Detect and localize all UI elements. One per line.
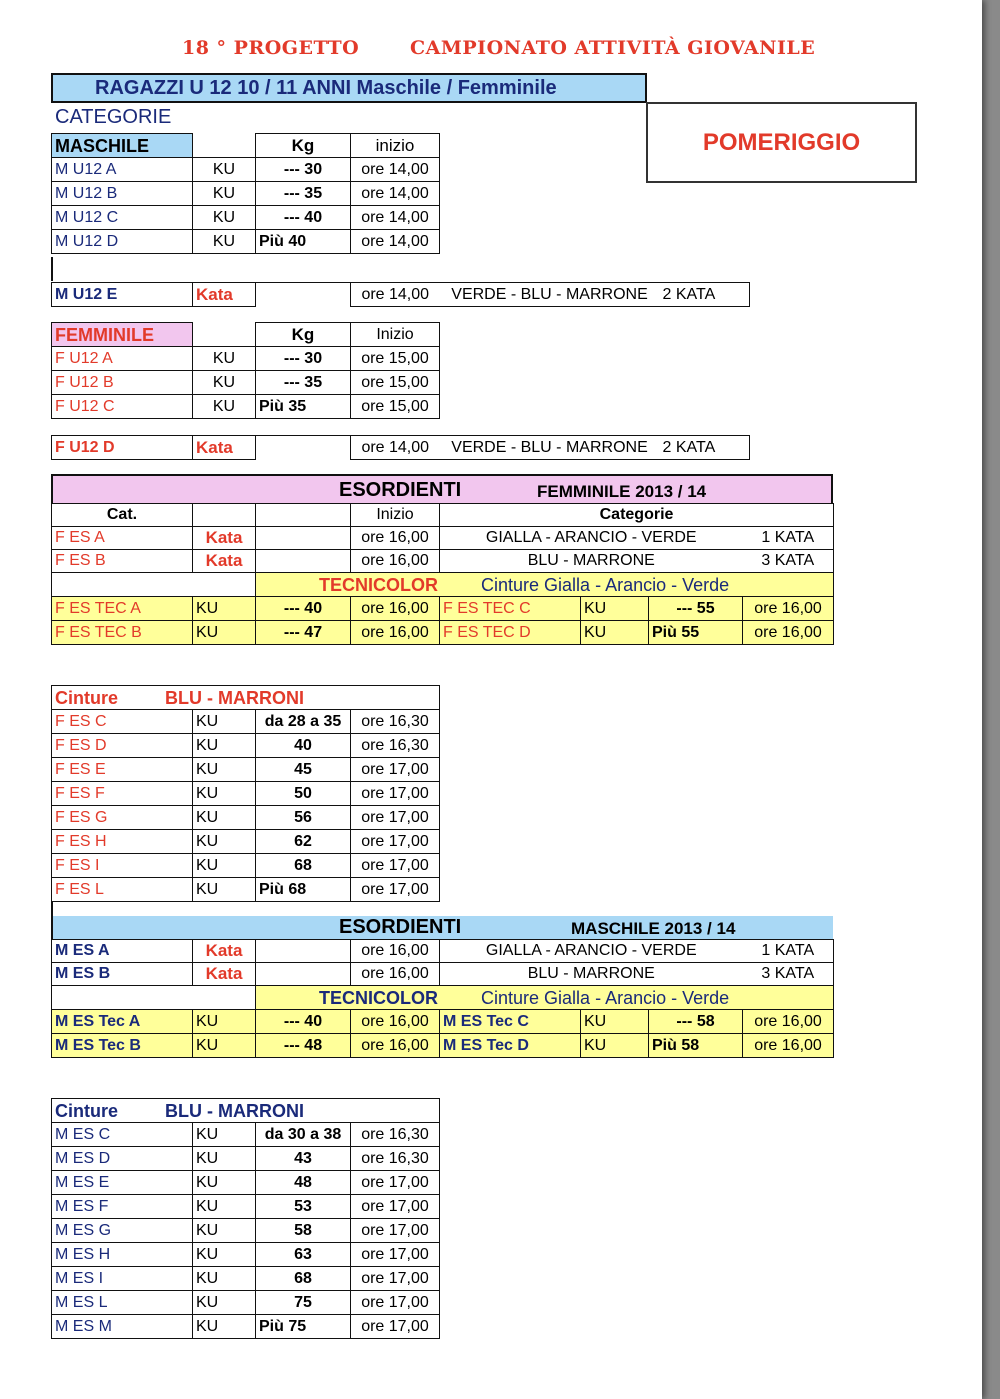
time-cell: ore 16,00 [351, 963, 440, 986]
time-cell: ore 16,00 [743, 621, 834, 645]
type-cell: KU [193, 206, 256, 230]
belts-cell: BLU - MARRONE [440, 963, 743, 986]
category-cell: F ES D [52, 734, 193, 758]
category-cell: M ES M [52, 1315, 193, 1339]
weight-cell: --- 35 [256, 371, 351, 395]
header-left: 18 ° PROGETTO [182, 37, 360, 59]
type-cell: KU [193, 1267, 256, 1291]
u12-femminile-table [51, 322, 440, 419]
belts-cell: BLU - MARRONE [440, 550, 743, 573]
type-cell: KU [193, 1171, 256, 1195]
type-cell: KU [193, 758, 256, 782]
type-cell: KU [193, 878, 256, 902]
category-cell: M ES B [52, 963, 193, 986]
esordienti-f-table [51, 503, 834, 645]
category-cell: M U12 A [52, 158, 193, 182]
time-cell: ore 14,00 [351, 182, 440, 206]
weight-cell: 75 [256, 1291, 351, 1315]
weight-cell: Più 55 [649, 621, 743, 645]
table-row [52, 1267, 440, 1291]
col-categorie: Categorie [440, 504, 834, 527]
time-cell: ore 16,30 [351, 734, 440, 758]
table-row [52, 1147, 440, 1171]
time-cell: ore 17,00 [351, 1243, 440, 1267]
category-cell: M ES C [52, 1123, 193, 1147]
time-cell: ore 14,00 [351, 158, 440, 182]
time-cell: ore 17,00 [351, 854, 440, 878]
weight-cell: --- 30 [256, 158, 351, 182]
category-cell: F ES F [52, 782, 193, 806]
kata-count-cell: 3 KATA [743, 550, 834, 573]
table-row [52, 830, 440, 854]
table-row [52, 395, 440, 419]
inizio-header-f: Inizio [351, 323, 440, 347]
time-cell: ore 16,00 [351, 597, 440, 621]
category-cell: M ES Tec D [440, 1034, 581, 1058]
femminile-header: FEMMINILE [52, 323, 193, 347]
esordienti-f-subtitle: FEMMINILE 2013 / 14 [537, 482, 707, 501]
weight-cell: --- 47 [256, 621, 351, 645]
kg-header-f: Kg [256, 323, 351, 347]
maschile-header: MASCHILE [52, 134, 193, 158]
category-cell: F ES TEC B [52, 621, 193, 645]
category-cell: F U12 C [52, 395, 193, 419]
weight-cell: --- 40 [256, 1010, 351, 1034]
belts-cell: GIALLA - ARANCIO - VERDE [440, 940, 743, 963]
kata-cell: Kata [193, 940, 256, 963]
type-cell: KU [193, 1147, 256, 1171]
weight-cell: Più 58 [649, 1034, 743, 1058]
belts-cell: GIALLA - ARANCIO - VERDE [440, 527, 743, 550]
time-cell: ore 16,00 [351, 621, 440, 645]
esordienti-m-table [51, 939, 834, 1058]
time-cell: ore 15,00 [351, 395, 440, 419]
f-u12-d-katas: 2 KATA [660, 436, 750, 460]
time-cell: ore 16,00 [351, 527, 440, 550]
f-u12-d-cat: F U12 D [52, 436, 193, 460]
category-cell: F ES H [52, 830, 193, 854]
table-row [52, 182, 440, 206]
tecnicolor-f-cinture: Cinture Gialla - Arancio - Verde [481, 574, 730, 595]
table-row [52, 347, 440, 371]
f-u12-d-kata: Kata [193, 436, 256, 460]
table-row [52, 206, 440, 230]
category-cell: M ES E [52, 1171, 193, 1195]
type-cell: KU [193, 806, 256, 830]
tecnicolor-m-label: TECNICOLOR [319, 987, 438, 1008]
time-cell: ore 16,30 [351, 1147, 440, 1171]
weight-cell: Più 75 [256, 1315, 351, 1339]
category-cell: F ES C [52, 710, 193, 734]
table-row [52, 230, 440, 254]
table-row [52, 878, 440, 902]
type-cell: KU [193, 782, 256, 806]
weight-cell: 58 [256, 1219, 351, 1243]
category-cell: M ES Tec B [52, 1034, 193, 1058]
categorie-label: CATEGORIE [55, 106, 172, 128]
table-row [52, 963, 834, 986]
weight-cell: 63 [256, 1243, 351, 1267]
time-cell: ore 15,00 [351, 347, 440, 371]
type-cell: KU [193, 621, 256, 645]
u12-maschile-table [51, 133, 440, 254]
time-cell: ore 16,00 [351, 550, 440, 573]
time-cell: ore 17,00 [351, 1291, 440, 1315]
kata-cell: Kata [193, 550, 256, 573]
category-cell: F ES TEC A [52, 597, 193, 621]
esordienti-m-banner [51, 916, 833, 940]
time-cell: ore 16,00 [351, 940, 440, 963]
type-cell: KU [581, 597, 649, 621]
table-row [52, 940, 834, 963]
esordienti-f-banner [51, 474, 833, 504]
col-cat: Cat. [52, 504, 193, 527]
type-cell: KU [193, 1243, 256, 1267]
weight-cell: 62 [256, 830, 351, 854]
weight-cell: --- 55 [649, 597, 743, 621]
table-row [52, 854, 440, 878]
time-cell: ore 17,00 [351, 1195, 440, 1219]
time-cell: ore 17,00 [351, 782, 440, 806]
category-cell: M ES I [52, 1267, 193, 1291]
type-cell: KU [581, 621, 649, 645]
time-cell: ore 14,00 [351, 206, 440, 230]
m-u12-e-belts: VERDE - BLU - MARRONE [440, 283, 660, 307]
time-cell: ore 17,00 [351, 1171, 440, 1195]
type-cell: KU [193, 371, 256, 395]
weight-cell: da 30 a 38 [256, 1123, 351, 1147]
table-row [52, 1010, 834, 1034]
weight-cell: Più 35 [256, 395, 351, 419]
type-cell: KU [193, 854, 256, 878]
category-cell: M ES L [52, 1291, 193, 1315]
type-cell: KU [193, 347, 256, 371]
category-cell: F ES A [52, 527, 193, 550]
table-row [52, 527, 834, 550]
table-row [52, 1034, 834, 1058]
weight-cell: --- 30 [256, 347, 351, 371]
weight-cell: Più 68 [256, 878, 351, 902]
category-cell: M ES D [52, 1147, 193, 1171]
weight-cell: 68 [256, 854, 351, 878]
category-cell: F ES TEC D [440, 621, 581, 645]
time-cell: ore 16,30 [351, 710, 440, 734]
f-u12-d-time: ore 14,00 [351, 436, 440, 460]
kata-cell: Kata [193, 963, 256, 986]
tecnicolor-f-label: TECNICOLOR [319, 574, 438, 595]
time-cell: ore 17,00 [351, 806, 440, 830]
category-cell: M ES Tec C [440, 1010, 581, 1034]
blu-m-title-a: Cinture [55, 1100, 118, 1121]
time-cell: ore 17,00 [351, 1219, 440, 1243]
blu-m-title-b: BLU - MARRONI [165, 1100, 304, 1121]
m-u12-e-time: ore 14,00 [351, 283, 440, 307]
kata-count-cell: 1 KATA [743, 940, 834, 963]
table-row [52, 597, 834, 621]
kata-count-cell: 1 KATA [743, 527, 834, 550]
table-row [52, 710, 440, 734]
u12-m-kata-table [51, 282, 750, 307]
weight-cell: --- 40 [256, 597, 351, 621]
table-row [52, 1123, 440, 1147]
weight-cell: 50 [256, 782, 351, 806]
time-cell: ore 14,00 [351, 230, 440, 254]
type-cell: KU [193, 182, 256, 206]
category-cell: M ES G [52, 1219, 193, 1243]
table-row [52, 1219, 440, 1243]
table-row [52, 1243, 440, 1267]
category-cell: F ES B [52, 550, 193, 573]
type-cell: KU [193, 1195, 256, 1219]
m-u12-e-cat: M U12 E [52, 283, 193, 307]
weight-cell: da 28 a 35 [256, 710, 351, 734]
table-row [52, 371, 440, 395]
weight-cell: 68 [256, 1267, 351, 1291]
m-u12-e-katas: 2 KATA [660, 283, 750, 307]
blu-f-table [51, 685, 440, 902]
type-cell: KU [193, 395, 256, 419]
type-cell: KU [193, 830, 256, 854]
type-cell: KU [581, 1034, 649, 1058]
category-cell: M ES Tec A [52, 1010, 193, 1034]
time-cell: ore 16,00 [743, 1010, 834, 1034]
category-cell: M U12 D [52, 230, 193, 254]
time-cell: ore 16,00 [743, 597, 834, 621]
esordienti-f-title: ESORDIENTI [339, 479, 462, 501]
type-cell: KU [193, 597, 256, 621]
category-cell: F ES I [52, 854, 193, 878]
time-cell: ore 16,00 [743, 1034, 834, 1058]
type-cell: KU [193, 1315, 256, 1339]
type-cell: KU [581, 1010, 649, 1034]
type-cell: KU [193, 1034, 256, 1058]
table-row [52, 621, 834, 645]
weight-cell: 56 [256, 806, 351, 830]
esordienti-m-title: ESORDIENTI [339, 916, 462, 938]
table-row [52, 158, 440, 182]
time-cell: ore 16,00 [351, 1010, 440, 1034]
category-cell: M U12 B [52, 182, 193, 206]
f-u12-d-belts: VERDE - BLU - MARRONE [440, 436, 660, 460]
col-inizio: Inizio [351, 504, 440, 527]
u12-f-kata-table [51, 435, 750, 460]
category-cell: F ES TEC C [440, 597, 581, 621]
table-row [52, 1315, 440, 1339]
category-cell: M ES A [52, 940, 193, 963]
time-cell: ore 16,00 [351, 1034, 440, 1058]
time-cell: ore 17,00 [351, 758, 440, 782]
weight-cell: --- 40 [256, 206, 351, 230]
category-cell: F ES E [52, 758, 193, 782]
table-row [52, 1171, 440, 1195]
pomeriggio-label: POMERIGGIO [702, 128, 861, 156]
time-cell: ore 17,00 [351, 1315, 440, 1339]
time-cell: ore 15,00 [351, 371, 440, 395]
table-row [52, 734, 440, 758]
type-cell: KU [193, 1010, 256, 1034]
weight-cell: --- 58 [649, 1010, 743, 1034]
category-cell: M U12 C [52, 206, 193, 230]
table-row [52, 1195, 440, 1219]
table-row [52, 1291, 440, 1315]
kata-count-cell: 3 KATA [743, 963, 834, 986]
pomeriggio-box [646, 102, 917, 183]
category-cell: F U12 A [52, 347, 193, 371]
weight-cell: 53 [256, 1195, 351, 1219]
category-cell: F ES L [52, 878, 193, 902]
type-cell: KU [193, 158, 256, 182]
blu-f-title-b: BLU - MARRONI [165, 687, 304, 708]
inizio-header: inizio [351, 134, 440, 158]
time-cell: ore 17,00 [351, 830, 440, 854]
table-row [52, 806, 440, 830]
kg-header: Kg [256, 134, 351, 158]
weight-cell: --- 48 [256, 1034, 351, 1058]
esordienti-m-subtitle: MASCHILE 2013 / 14 [571, 919, 736, 938]
weight-cell: 48 [256, 1171, 351, 1195]
weight-cell: Più 40 [256, 230, 351, 254]
time-cell: ore 17,00 [351, 878, 440, 902]
category-cell: F U12 B [52, 371, 193, 395]
tecnicolor-m-cinture: Cinture Gialla - Arancio - Verde [481, 987, 730, 1008]
type-cell: KU [193, 1291, 256, 1315]
category-cell: F ES G [52, 806, 193, 830]
table-row [52, 758, 440, 782]
blu-m-table [51, 1098, 440, 1339]
weight-cell: 45 [256, 758, 351, 782]
table-row [52, 782, 440, 806]
table-row [52, 550, 834, 573]
kata-cell: Kata [193, 527, 256, 550]
u12-banner: RAGAZZI U 12 10 / 11 ANNI Maschile / Femminile [51, 73, 647, 103]
time-cell: ore 16,30 [351, 1123, 440, 1147]
weight-cell: 43 [256, 1147, 351, 1171]
header-right: CAMPIONATO ATTIVITÀ GIOVANILE [410, 37, 816, 59]
blu-f-title-a: Cinture [55, 687, 118, 708]
type-cell: KU [193, 230, 256, 254]
type-cell: KU [193, 734, 256, 758]
time-cell: ore 17,00 [351, 1267, 440, 1291]
category-cell: M ES H [52, 1243, 193, 1267]
m-u12-e-kata: Kata [193, 283, 256, 307]
type-cell: KU [193, 710, 256, 734]
weight-cell: --- 35 [256, 182, 351, 206]
type-cell: KU [193, 1219, 256, 1243]
category-cell: M ES F [52, 1195, 193, 1219]
type-cell: KU [193, 1123, 256, 1147]
weight-cell: 40 [256, 734, 351, 758]
